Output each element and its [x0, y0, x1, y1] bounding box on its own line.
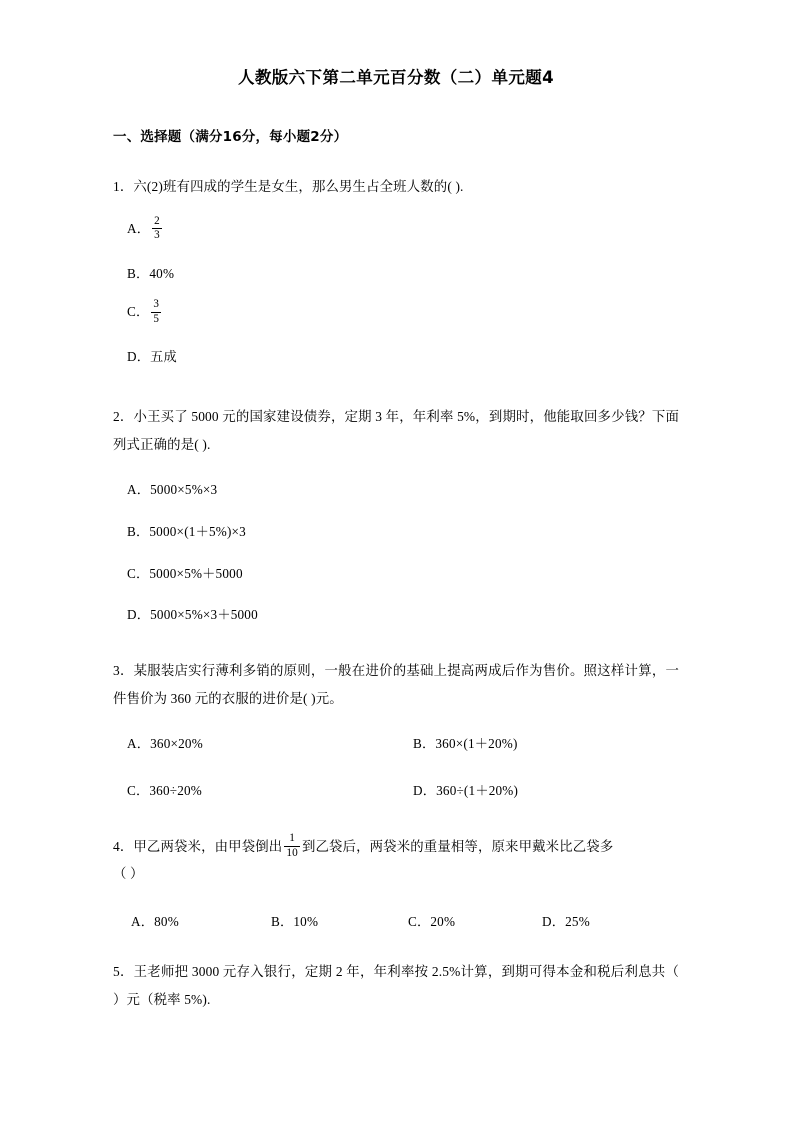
question-3: [113, 657, 679, 801]
spacer: [113, 941, 679, 958]
option-1-a[interactable]: [127, 216, 679, 242]
option-1-d[interactable]: D．五成: [127, 349, 177, 365]
option-4-d[interactable]: D．25%: [542, 913, 590, 929]
fraction-three-fifths: [151, 299, 161, 325]
option-3-b[interactable]: B．360×(1＋20%): [413, 736, 518, 752]
question-1-options: [113, 216, 679, 367]
page-title: 人教版六下第二单元百分数（二）单元题4: [237, 68, 555, 87]
option-row: [127, 781, 679, 801]
question-3-text: 某服装店实行薄利多销的原则，一般在进价的基础上提高两成后作为售价。照这样计算，一件售价为 360 元的衣服的进价是( )元。: [113, 663, 680, 706]
question-3-options: [127, 734, 679, 801]
question-1-text: 六(2)班有四成的学生是女生，那么男生占全班人数的( ).: [133, 179, 464, 195]
question-2-text: 小王买了 5000 元的国家建设债券，定期 3 年，年利率 5%，到期时，他能取回多少钱？下面列式正确的是( ).: [113, 409, 679, 452]
fraction-one-tenth: [284, 833, 300, 860]
question-1: [113, 173, 679, 367]
spacer: [113, 377, 679, 403]
fraction-denominator: 5: [153, 312, 160, 325]
option-2-b[interactable]: B．5000×(1＋5%)×3: [127, 523, 246, 539]
option-1-b[interactable]: B．40%: [127, 266, 175, 282]
option-1-a-label: A．: [127, 220, 151, 236]
question-4-text-part1: 甲乙两袋米，由甲袋倒出: [133, 838, 283, 854]
question-4: [113, 833, 679, 932]
question-4-text-part2: 到乙袋后，两袋米的重量相等，原来甲戴米比乙袋多: [301, 838, 614, 854]
question-2: [113, 403, 679, 625]
fraction-two-thirds: [152, 216, 162, 242]
option-3-d[interactable]: D．360÷(1＋20%): [413, 782, 519, 798]
question-2-options: [113, 480, 679, 625]
question-2-number: 2．: [113, 409, 134, 425]
fraction-denominator: 10: [286, 847, 298, 860]
question-3-number: 3．: [113, 663, 134, 679]
spacer: [113, 811, 679, 833]
question-5-number: 5．: [113, 964, 134, 980]
option-2-c[interactable]: C．5000×5%＋5000: [127, 565, 243, 581]
option-4-a[interactable]: A．80%: [131, 913, 179, 929]
option-1-c[interactable]: [127, 299, 679, 325]
option-2-d[interactable]: D．5000×5%×3＋5000: [127, 607, 258, 623]
question-4-number: 4．: [113, 838, 134, 854]
question-1-number: 1．: [113, 179, 134, 195]
option-4-b[interactable]: B．10%: [271, 913, 319, 929]
option-4-c[interactable]: C．20%: [408, 913, 456, 929]
question-1-stem: [113, 173, 679, 200]
question-4-stem-continuation: （ ）: [113, 866, 144, 882]
option-1-c-label: C．: [127, 303, 150, 319]
question-2-stem: [113, 403, 679, 458]
option-3-a[interactable]: A．360×20%: [127, 736, 203, 752]
fraction-numerator: 3: [153, 297, 160, 310]
question-5-stem: [113, 958, 679, 1013]
question-4-options: [131, 912, 679, 932]
option-2-a[interactable]: A．5000×5%×3: [127, 482, 218, 498]
option-3-c[interactable]: C．360÷20%: [127, 782, 202, 798]
question-3-stem: [113, 657, 679, 712]
option-row: [127, 734, 679, 754]
fraction-numerator: 1: [289, 832, 296, 845]
fraction-numerator: 2: [154, 214, 160, 227]
fraction-denominator: 3: [154, 229, 160, 242]
question-5: [113, 958, 679, 1013]
spacer: [113, 635, 679, 657]
section-header: 一、选择题（满分16分，每小题2分）: [113, 129, 348, 146]
question-4-stem: [113, 833, 679, 860]
document-content: [113, 66, 679, 1023]
question-5-text: 王老师把 3000 元存入银行，定期 2 年，年利率按 2.5%计算，到期可得本金和税后利息共（ ）元（税率 5%).: [113, 964, 679, 1007]
